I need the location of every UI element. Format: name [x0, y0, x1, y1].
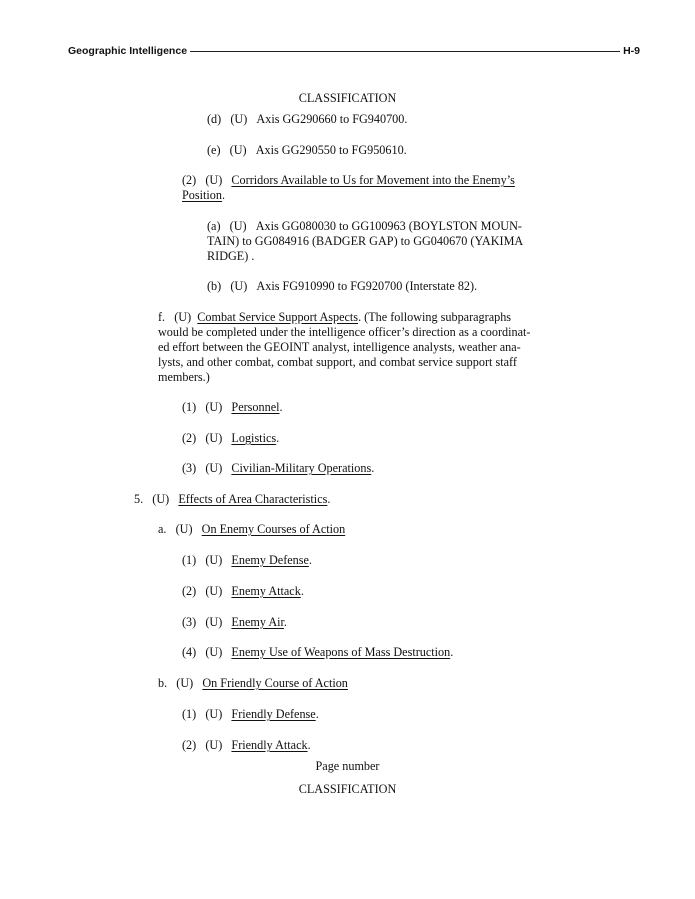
item-f-line3: ed effort between the GEOINT analyst, intelligence analysts, weather ana-: [158, 340, 521, 354]
classification-bottom: CLASSIFICATION: [298, 782, 397, 796]
header-rule: [190, 51, 620, 52]
item-2-corridors: (2) (U) Corridors Available to Us for Movement into the Enemy’s: [182, 173, 515, 187]
item-2a-line3: RIDGE) .: [207, 249, 255, 263]
item-a2: (2) (U) Enemy Attack.: [182, 584, 304, 598]
item-f-line1: f. (U) Combat Service Support Aspects. (The following subparagraphs: [158, 310, 512, 324]
item-d: (d) (U) Axis GG290660 to FG940700.: [207, 112, 408, 126]
item-2b: (b) (U) Axis FG910990 to FG920700 (Interstate 82).: [207, 279, 478, 293]
item-b1: (1) (U) Friendly Defense.: [182, 707, 319, 721]
running-header: [68, 42, 640, 60]
item-f-line5: members.): [158, 370, 210, 384]
section-5: 5. (U) Effects of Area Characteristics.: [134, 492, 331, 506]
item-e: (e) (U) Axis GG290550 to FG950610.: [207, 143, 407, 157]
item-2a-line1: (a) (U) Axis GG080030 to GG100963 (BOYLSTON MOUN-: [207, 219, 522, 233]
classification-top: CLASSIFICATION: [298, 91, 397, 105]
item-a4: (4) (U) Enemy Use of Weapons of Mass Destruction.: [182, 645, 454, 659]
footer-page-number: Page number: [315, 759, 380, 773]
header-title: Geographic Intelligence: [68, 45, 188, 57]
item-f2: (2) (U) Logistics.: [182, 431, 280, 445]
item-2-corridors-cont: Position.: [182, 188, 226, 202]
header-page-ref: H-9: [623, 45, 640, 57]
item-f-line2: would be completed under the intelligence officer’s direction as a coordinat-: [158, 325, 531, 339]
item-a: a. (U) On Enemy Courses of Action: [158, 522, 346, 536]
item-f-line4: lysts, and other combat, combat support, and combat service support staff: [158, 355, 517, 369]
item-a1: (1) (U) Enemy Defense.: [182, 553, 312, 567]
item-a3: (3) (U) Enemy Air.: [182, 615, 287, 629]
item-b: b. (U) On Friendly Course of Action: [158, 676, 348, 690]
item-2a-line2: TAIN) to GG084916 (BADGER GAP) to GG040670 (YAKIMA: [207, 234, 524, 248]
item-b2: (2) (U) Friendly Attack.: [182, 738, 311, 752]
item-f3: (3) (U) Civilian-Military Operations.: [182, 461, 375, 475]
item-f1: (1) (U) Personnel.: [182, 400, 283, 414]
